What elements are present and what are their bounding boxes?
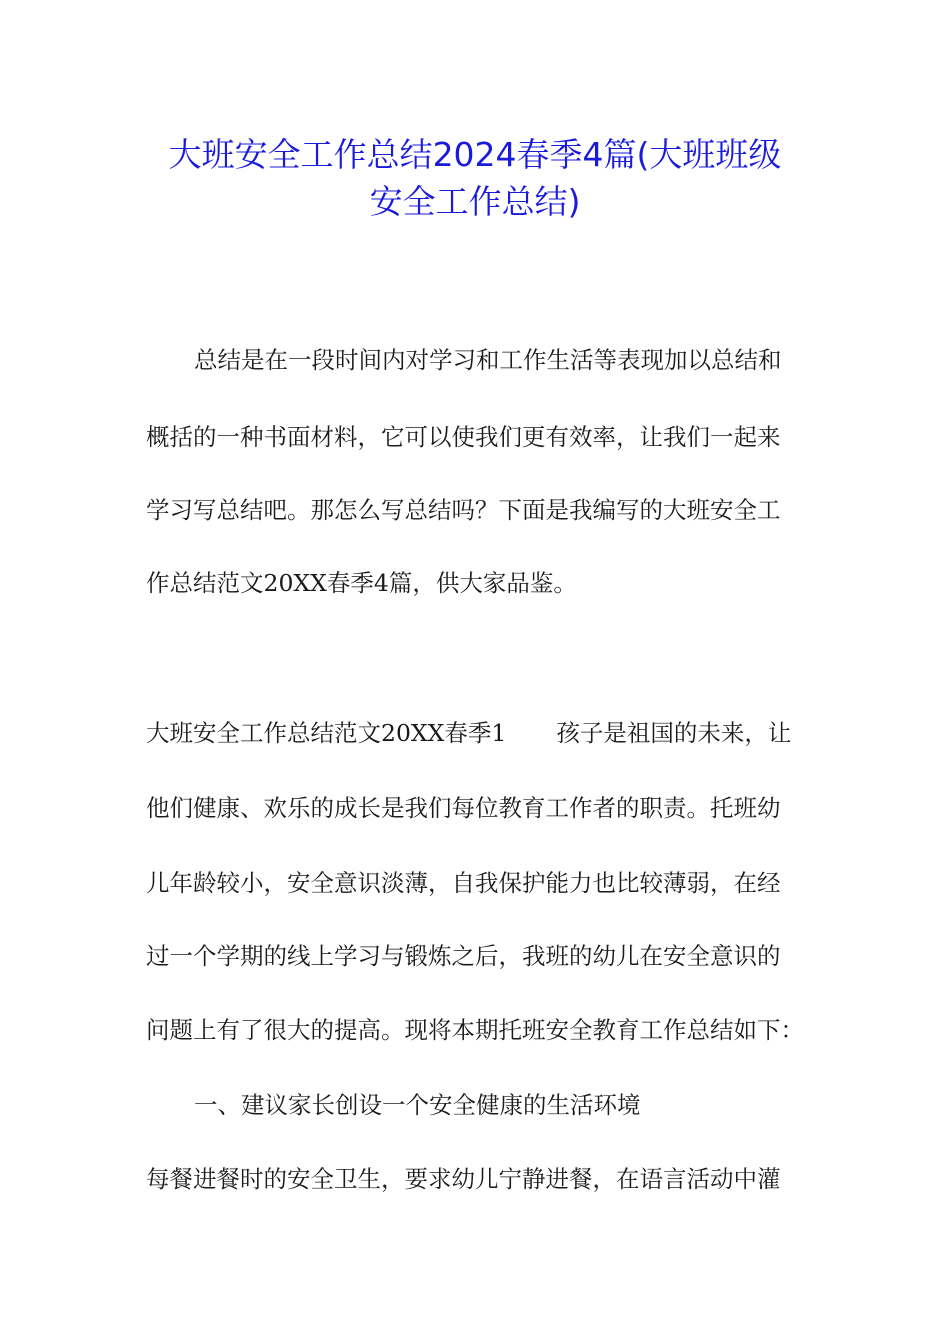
section-1-line-6: 每餐进餐时的安全卫生，要求幼儿宁静进餐，在语言活动中灌 — [146, 1165, 781, 1193]
intro-line-2: 概括的一种书面材料，它可以使我们更有效率，让我们一起来 — [146, 423, 781, 451]
intro-line-4: 作总结范文20XX春季4篇，供大家品鉴。 — [146, 569, 577, 597]
intro-line-3: 学习写总结吧。那怎么写总结吗？下面是我编写的大班安全工 — [146, 496, 781, 524]
section-1-first-text: 孩子是祖国的未来，让 — [556, 719, 792, 747]
intro-line-1: 总结是在一段时间内对学习和工作生活等表现加以总结和 — [194, 346, 782, 374]
section-1-heading: 大班安全工作总结范文20XX春季1 — [146, 719, 507, 747]
document-title-line-2: 安全工作总结) — [369, 182, 581, 221]
document-title-line-1: 大班安全工作总结2024春季4篇(大班班级 — [168, 135, 782, 174]
section-1-line-5: 问题上有了很大的提高。现将本期托班安全教育工作总结如下： — [146, 1016, 804, 1044]
subheading-1: 一、建议家长创设一个安全健康的生活环境 — [194, 1091, 641, 1119]
section-1-first-line — [146, 718, 806, 748]
section-1-line-3: 儿年龄较小，安全意识淡薄，自我保护能力也比较薄弱，在经 — [146, 869, 781, 897]
section-1-line-4: 过一个学期的线上学习与锻炼之后，我班的幼儿在安全意识的 — [146, 942, 781, 970]
section-1-line-2: 他们健康、欢乐的成长是我们每位教育工作者的职责。托班幼 — [146, 794, 781, 822]
